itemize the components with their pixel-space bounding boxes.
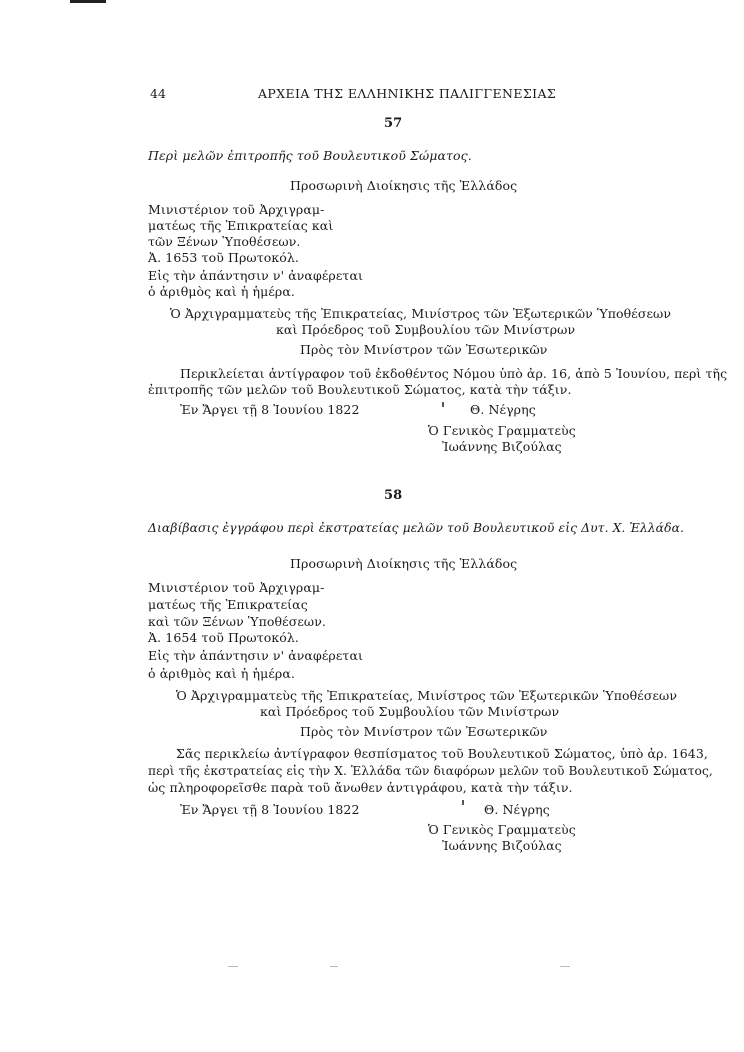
- stray-mark: [462, 800, 464, 805]
- running-title: ΑΡΧΕΙΑ ΤΗΣ ΕΛΛΗΝΙΚΗΣ ΠΑΛΙΓΓΕΝΕΣΙΑΣ: [258, 86, 557, 101]
- addresser-line: Ὁ Ἀρχιγραμματεὺς τῆς Ἐπικρατείας, Μινίστρος τῶν Ἐξωτερικῶν Ὑποθέσεων: [176, 688, 678, 703]
- document-title: Διαβίβασις ἐγγράφου περὶ ἐκστρατείας μελῶν τοῦ Βουλευτικοῦ εἰς Δυτ. Χ. Ἑλλάδα.: [148, 521, 685, 535]
- recipient: Πρὸς τὸν Μινίστρον τῶν Ἐσωτερικῶν: [300, 724, 548, 739]
- signature: Θ. Νέγρης: [484, 802, 550, 817]
- body-line: ὡς πληροφορεῖσθε παρὰ τοῦ ἄνωθεν ἀντιγράφου, κατὰ τὴν τάξιν.: [148, 780, 573, 795]
- sender-line: ματέως τῆς Ἐπικρατείας καὶ: [148, 218, 334, 233]
- scan-edge-mark: [70, 0, 106, 3]
- addresser-line: Ὁ Ἀρχιγραμματεὺς τῆς Ἐπικρατείας, Μινίστρος τῶν Ἐξωτερικῶν Ὑποθέσεων: [170, 306, 672, 321]
- secretary-title: Ὁ Γενικὸς Γραμματεὺς: [428, 822, 576, 837]
- document-number: 58: [384, 488, 403, 503]
- sender-line: ὁ ἀριθμὸς καὶ ἡ ἡμέρα.: [148, 284, 295, 299]
- protocol-number: Ἀ. 1654 τοῦ Πρωτοκόλ.: [148, 630, 299, 645]
- secretary-name: Ἰωάννης Βιζούλας: [442, 838, 562, 853]
- signature: Θ. Νέγρης: [470, 402, 536, 417]
- addresser-line: καὶ Πρόεδρος τοῦ Συμβουλίου τῶν Μινίστρων: [276, 322, 576, 337]
- sender-line: ματέως τῆς Ἐπικρατείας: [148, 597, 308, 612]
- document-number: 57: [384, 116, 403, 131]
- sender-line: Εἰς τὴν ἀπάντησιν ν' ἀναφέρεται: [148, 648, 363, 663]
- place-date: Ἐν Ἄργει τῇ 8 Ἰουνίου 1822: [180, 402, 360, 417]
- issuing-authority: Προσωρινὴ Διοίκησις τῆς Ἑλλάδος: [290, 178, 518, 193]
- scan-artifact: [560, 966, 570, 967]
- sender-line: Μινιστέριον τοῦ Ἀρχιγραμ-: [148, 580, 325, 595]
- body-line: ἐπιτροπῆς τῶν μελῶν τοῦ Βουλευτικοῦ Σώματος, κατὰ τὴν τάξιν.: [148, 382, 572, 397]
- body-line: περὶ τῆς ἐκστρατείας εἰς τὴν Χ. Ἑλλάδα τῶν διαφόρων μελῶν τοῦ Βουλευτικοῦ Σώματος,: [148, 764, 713, 778]
- scan-artifact: [228, 966, 238, 967]
- sender-line: τῶν Ξένων Ὑποθέσεων.: [148, 234, 301, 249]
- addresser-line: καὶ Πρόεδρος τοῦ Συμβουλίου τῶν Μινίστρων: [260, 704, 560, 719]
- page-number: 44: [150, 86, 167, 101]
- place-date: Ἐν Ἄργει τῇ 8 Ἰουνίου 1822: [180, 802, 360, 817]
- secretary-name: Ἰωάννης Βιζούλας: [442, 439, 562, 454]
- body-line: Σᾶς περικλείω ἀντίγραφον θεσπίσματος τοῦ Βουλευτικοῦ Σώματος, ὑπὸ ἀρ. 1643,: [176, 746, 708, 761]
- body-line: Περικλείεται ἀντίγραφον τοῦ ἐκδοθέντος Νόμου ὑπὸ ἀρ. 16, ἀπὸ 5 Ἰουνίου, περὶ τῆς: [180, 366, 728, 381]
- sender-line: καὶ τῶν Ξένων Ὑποθέσεων.: [148, 614, 326, 629]
- recipient: Πρὸς τὸν Μινίστρον τῶν Ἐσωτερικῶν: [300, 342, 548, 357]
- secretary-title: Ὁ Γενικὸς Γραμματεὺς: [428, 423, 576, 438]
- protocol-number: Ἀ. 1653 τοῦ Πρωτοκόλ.: [148, 250, 299, 265]
- sender-line: Μινιστέριον τοῦ Ἀρχιγραμ-: [148, 202, 325, 217]
- sender-line: Εἰς τὴν ἀπάντησιν ν' ἀναφέρεται: [148, 268, 363, 283]
- document-title: Περὶ μελῶν ἐπιτροπῆς τοῦ Βουλευτικοῦ Σώματος.: [148, 148, 472, 163]
- scan-artifact: [330, 966, 338, 967]
- sender-line: ὁ ἀριθμὸς καὶ ἡ ἡμέρα.: [148, 666, 295, 681]
- stray-mark: [442, 402, 444, 407]
- issuing-authority: Προσωρινὴ Διοίκησις τῆς Ἑλλάδος: [290, 556, 518, 571]
